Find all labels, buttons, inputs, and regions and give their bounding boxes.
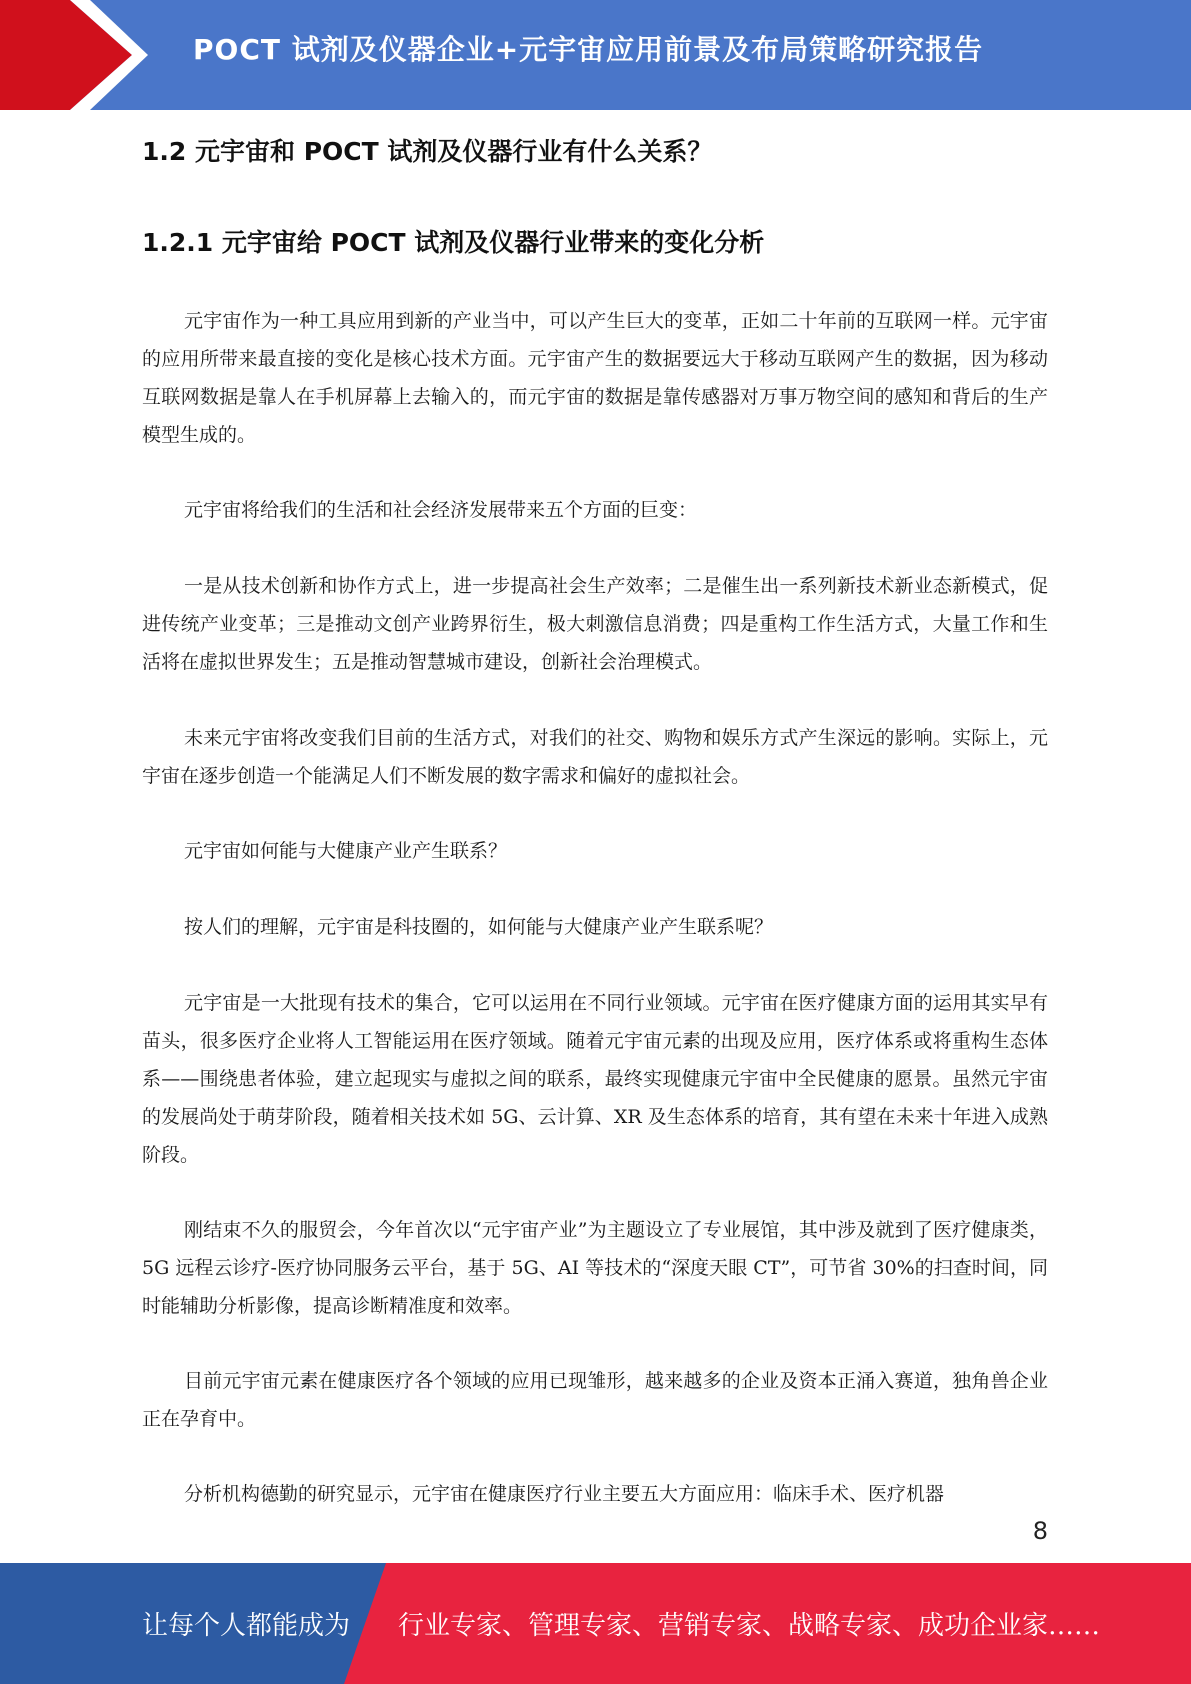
paragraph: 刚结束不久的服贸会，今年首次以“元宇宙产业”为主题设立了专业展馆，其中涉及就到了医疗健康类，5G 远程云诊疗-医疗协同服务云平台，基于 5G、AI 等技术的“深度天眼 CT”，可节省 30%的扫查时间，同时能辅助分析影像，提高诊断精准度和效率。	[142, 1219, 1048, 1317]
section-heading-1-2: 1.2 元宇宙和 POCT 试剂及仪器行业有什么关系？	[142, 137, 713, 166]
paragraph: 未来元宇宙将改变我们目前的生活方式，对我们的社交、购物和娱乐方式产生深远的影响。实际上，元宇宙在逐步创造一个能满足人们不断发展的数字需求和偏好的虚拟社会。	[142, 727, 1048, 787]
paragraph: 元宇宙作为一种工具应用到新的产业当中，可以产生巨大的变革，正如二十年前的互联网一样。元宇宙的应用所带来最直接的变化是核心技术方面。元宇宙产生的数据要远大于移动互联网产生的数据，因为移动互联网数据是靠人在手机屏幕上去输入的，而元宇宙的数据是靠传感器对万事万物空间的感知和背后的生产模型生成的。	[142, 310, 1048, 446]
paragraph: 元宇宙如何能与大健康产业产生联系？	[184, 840, 508, 862]
report-title: POCT 试剂及仪器企业+元宇宙应用前景及布局策略研究报告	[193, 33, 984, 66]
paragraph: 目前元宇宙元素在健康医疗各个领域的应用已现雏形，越来越多的企业及资本正涌入赛道，独角兽企业正在孕育中。	[142, 1370, 1048, 1430]
page-footer	[0, 1563, 1191, 1684]
footer-slogan-left: 让每个人都能成为	[142, 1611, 351, 1641]
footer-slogan-right: 行业专家、管理专家、营销专家、战略专家、成功企业家……	[398, 1611, 1101, 1641]
paragraph: 一是从技术创新和协作方式上，进一步提高社会生产效率；二是催生出一系列新技术新业态新模式，促进传统产业变革；三是推动文创产业跨界衍生，极大刺激信息消费；四是重构工作生活方式，大量工作和生活将在虚拟世界发生；五是推动智慧城市建设，创新社会治理模式。	[142, 575, 1048, 673]
section-heading-1-2-1: 1.2.1 元宇宙给 POCT 试剂及仪器行业带来的变化分析	[142, 228, 765, 257]
page-number: 8	[1032, 1517, 1048, 1545]
paragraph: 分析机构德勤的研究显示，元宇宙在健康医疗行业主要五大方面应用：临床手术、医疗机器	[184, 1483, 945, 1505]
paragraph: 元宇宙是一大批现有技术的集合，它可以运用在不同行业领域。元宇宙在医疗健康方面的运用其实早有苗头，很多医疗企业将人工智能运用在医疗领域。随着元宇宙元素的出现及应用，医疗体系或将重构生态体系——围绕患者体验，建立起现实与虚拟之间的联系，最终实现健康元宇宙中全民健康的愿景。虽然元宇宙的发展尚处于萌芽阶段，随着相关技术如 5G、云计算、XR 及生态体系的培育，其有望在未来十年进入成熟阶段。	[142, 992, 1048, 1166]
paragraph: 元宇宙将给我们的生活和社会经济发展带来五个方面的巨变：	[184, 499, 698, 521]
page-header	[0, 0, 1191, 110]
paragraph: 按人们的理解，元宇宙是科技圈的，如何能与大健康产业产生联系呢？	[184, 916, 774, 938]
